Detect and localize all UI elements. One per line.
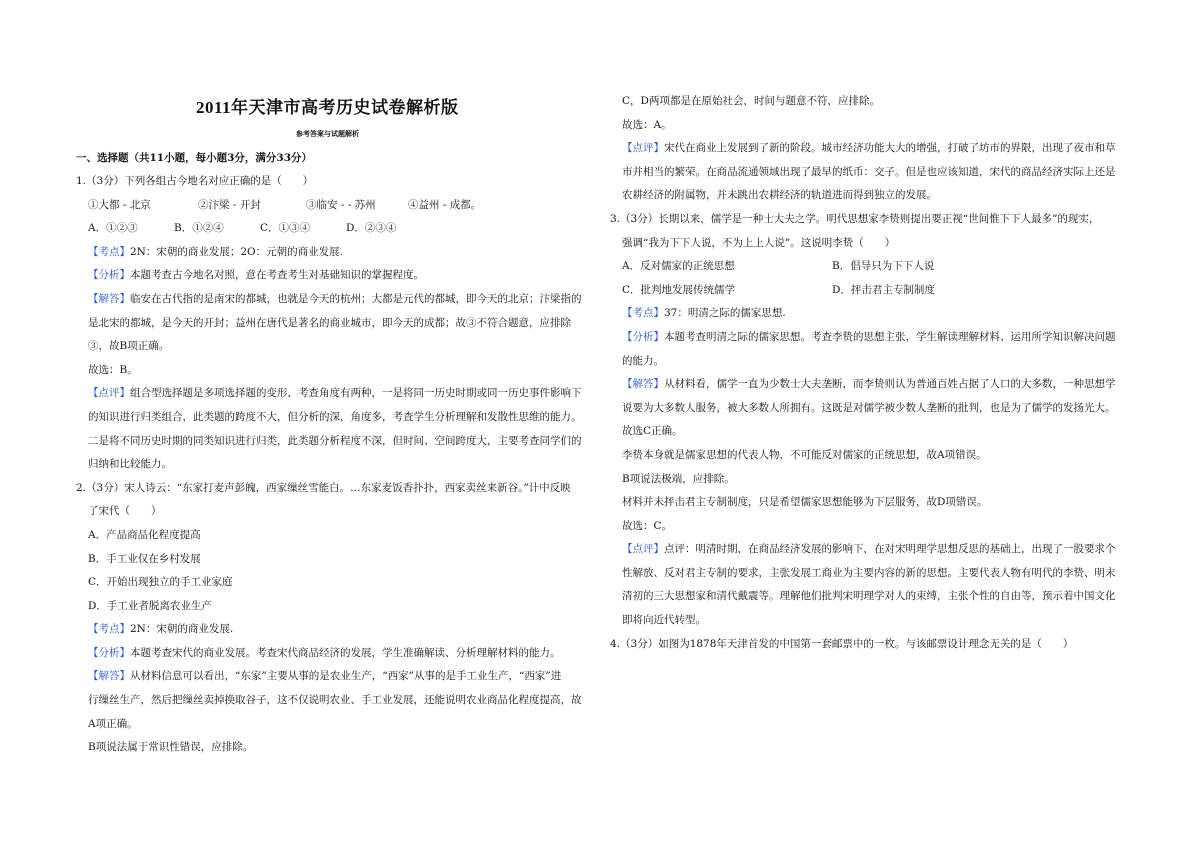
q3-stem-line: 强调“我为下下人说，不为上上人说”。这说明李贽（ ） xyxy=(622,236,896,249)
q3-jieda-line: 故选C正确。 xyxy=(622,425,683,438)
q3-dianping-line: 即将向近代转型。 xyxy=(622,614,706,627)
q3-jieda-line: 材料并未抨击君主专制制度，只是希望儒家思想能够为下层服务，故D项错误。 xyxy=(622,496,988,509)
tag-dianping: 【点评】 xyxy=(622,142,664,155)
q3-kaodian: 【考点】37：明清之际的儒家思想. xyxy=(622,307,786,320)
tag-jieda: 【解答】 xyxy=(88,670,130,683)
q2-stem: 2.（3分）宋人诗云：“东家打麦声彭魄，西家缫丝雪能白。…东家麦饭香扑扑，西家卖丝来新谷。”计中反映 xyxy=(76,481,571,494)
tag-dianping: 【点评】 xyxy=(622,543,664,556)
document-title: 2011年天津市高考历史试卷解析版 xyxy=(196,98,459,117)
q2-dianping-line: 市并相当的繁荣。在商品流通领域出现了最早的纸币：交子。但是也应该知道，宋代的商品经济实际上还是 xyxy=(622,165,1116,178)
q2-jieda-line: 行缫丝生产，然后把缫丝卖掉换取谷子，这不仅说明农业、手工业发展，还能说明农业商品化程度提高，故 xyxy=(88,694,582,707)
q1-stem: 1.（3分）下列各组古今地名对应正确的是（ ） xyxy=(76,175,314,187)
q3-stem: 3.（3分）长期以来，儒学是一种士大夫之学。明代思想家李贽则提出要正视“世间惟下下人最多”的现实， xyxy=(610,212,1100,225)
q1-item: ③临安 - - 苏州 xyxy=(306,198,376,211)
q3-choice-a: A．反对儒家的正统思想 xyxy=(622,260,735,273)
tag-fenxi: 【分析】 xyxy=(88,269,130,282)
tag-fenxi: 【分析】 xyxy=(622,330,664,343)
q3-dianping-line: 清初的三大思想家和清代戴震等。理解他们批判宋明理学对人的束缚，主张个性的自由等，预示着中国文化 xyxy=(622,590,1116,603)
q1-item: ②汴梁 - 开封 xyxy=(198,198,261,211)
q3-choice-d: D．抨击君主专制制度 xyxy=(832,283,935,296)
q1-item: ①大都 - 北京 xyxy=(88,198,151,211)
q3-choice-b: B．倡导只为下下人说 xyxy=(832,260,935,273)
q3-dianping-line: 性解放、反对君主专制的要求，主张发展工商业为主要内容的新的思想。主要代表人物有明代的李贽、明末 xyxy=(622,566,1116,579)
q1-jieda: 【解答】临安在古代指的是南宋的都城，也就是今天的杭州；大都是元代的都城，即今天的北京；汴梁指的 xyxy=(88,292,582,305)
q1-answer: 故选：B。 xyxy=(88,363,138,376)
q4-stem: 4.（3分）如图为1878年天津首发的中国第一套邮票中的一枚。与该邮票设计理念无关的是（ ） xyxy=(610,637,1074,650)
q3-jieda-line: 说要为大多数人服务，被大多数人所拥有。这既是对儒学被少数人垄断的批判，也是为了儒学的发扬光大。 xyxy=(622,401,1116,414)
q2-choice-b: B．手工业仅在乡村发展 xyxy=(88,552,201,565)
q3-fenxi: 【分析】本题考查明清之际的儒家思想。考查李贽的思想主张，学生解读理解材料、运用所学知识解决问题 xyxy=(622,330,1116,343)
q2-dianping: 【点评】宋代在商业上发展到了新的阶段。城市经济功能大大的增强，打破了坊市的界限，出现了夜市和草 xyxy=(622,142,1116,155)
tag-jieda: 【解答】 xyxy=(88,292,130,305)
q2-answer: 故选：A。 xyxy=(622,118,672,131)
q2-fenxi: 【分析】本题考查宋代的商业发展。考查宋代商品经济的发展，学生准确解读、分析理解材料的能力。 xyxy=(88,646,561,659)
q1-choice-a: A．①②③ xyxy=(88,222,138,235)
q2-jieda-line: C，D两项都是在原始社会，时间与题意不符，应排除。 xyxy=(622,95,880,107)
q2-dianping-line: 农耕经济的附属物，并未跳出农耕经济的轨道进而得到独立的发展。 xyxy=(622,189,937,202)
q1-jieda-line: 是北宋的都城，是今天的开封；益州在唐代是著名的商业城市，即今天的成都；故③不符合题意，应排除 xyxy=(88,316,571,329)
right-column xyxy=(610,90,1130,656)
q1-fenxi: 【分析】本题考查古今地名对照，意在考查考生对基础知识的掌握程度。 xyxy=(88,269,424,282)
q1-dianping: 【点评】组合型选择题是多项选择题的变形，考查角度有两种，一是将同一历史时期或同一历史事件影响下 xyxy=(88,387,582,400)
tag-kaodian: 【考点】 xyxy=(622,307,664,320)
q1-kaodian: 【考点】2N：宋朝的商业发展；2O：元朝的商业发展. xyxy=(88,245,343,258)
q3-choice-c: C．批判地发展传统儒学 xyxy=(622,283,736,296)
q2-stem-line: 了宋代（ ） xyxy=(88,505,162,518)
q3-choices-row2 xyxy=(610,279,1130,303)
q2-choice-d: D．手工业者脱离农业生产 xyxy=(88,599,212,612)
q3-fenxi-line: 的能力。 xyxy=(622,354,664,367)
document-subtitle: 参考答案与试题解析 xyxy=(296,129,359,138)
q3-choices-row1 xyxy=(610,255,1130,279)
q3-jieda-line: B项说法极端，应排除。 xyxy=(622,472,735,485)
q1-choice-b: B．①②④ xyxy=(174,222,224,235)
q2-kaodian: 【考点】2N：宋朝的商业发展. xyxy=(88,623,234,636)
q1-choices xyxy=(76,217,591,241)
section-heading: 一、选择题（共11小题，每小题3分，满分33分） xyxy=(76,152,313,164)
q1-dianping-line: 归纳和比较能力。 xyxy=(88,458,172,471)
q1-item: ④益州 - 成都。 xyxy=(408,198,482,211)
q1-choice-c: C．①③④ xyxy=(260,222,311,235)
q1-items xyxy=(76,194,591,218)
left-column xyxy=(76,170,591,760)
tag-jieda: 【解答】 xyxy=(622,378,664,391)
tag-dianping: 【点评】 xyxy=(88,387,130,400)
q1-jieda-line: ③，故B项正确。 xyxy=(88,340,170,353)
q3-answer: 故选：C。 xyxy=(622,519,673,532)
q2-jieda-line: A项正确。 xyxy=(88,717,138,730)
q3-jieda: 【解答】从材料看，儒学一直为少数士大夫垄断，而李贽则认为普通百姓占据了人口的大多数，一种思想学 xyxy=(622,378,1116,391)
q2-jieda-line: B项说法属于常识性错误，应排除。 xyxy=(88,741,254,754)
q3-jieda-line: 李贽本身就是儒家思想的代表人物，不可能反对儒家的正统思想，故A项错误。 xyxy=(622,448,987,461)
q1-choice-d: D．②③④ xyxy=(346,222,397,235)
tag-kaodian: 【考点】 xyxy=(88,245,130,258)
q2-choice-a: A．产品商品化程度提高 xyxy=(88,528,201,541)
q1-dianping-line: 的知识进行归类组合，此类题的跨度不大，但分析的深，角度多，考查学生分析理解和发散性思维的能力。 xyxy=(88,410,582,423)
q2-choice-c: C．开始出现独立的手工业家庭 xyxy=(88,576,233,589)
q3-dianping: 【点评】点评：明清时期，在商品经济发展的影响下，在对宋明理学思想反思的基础上，出现了一股要求个 xyxy=(622,543,1116,556)
q2-jieda: 【解答】从材料信息可以看出，“东家”主要从事的是农业生产，“西家”从事的是手工业生产，“西家”进 xyxy=(88,670,562,683)
tag-kaodian: 【考点】 xyxy=(88,623,130,636)
tag-fenxi: 【分析】 xyxy=(88,646,130,659)
q1-dianping-line: 二是将不同历史时期的同类知识进行归类，此类题分析程度不深，但时间、空间跨度大，主要考查同学们的 xyxy=(88,434,582,447)
